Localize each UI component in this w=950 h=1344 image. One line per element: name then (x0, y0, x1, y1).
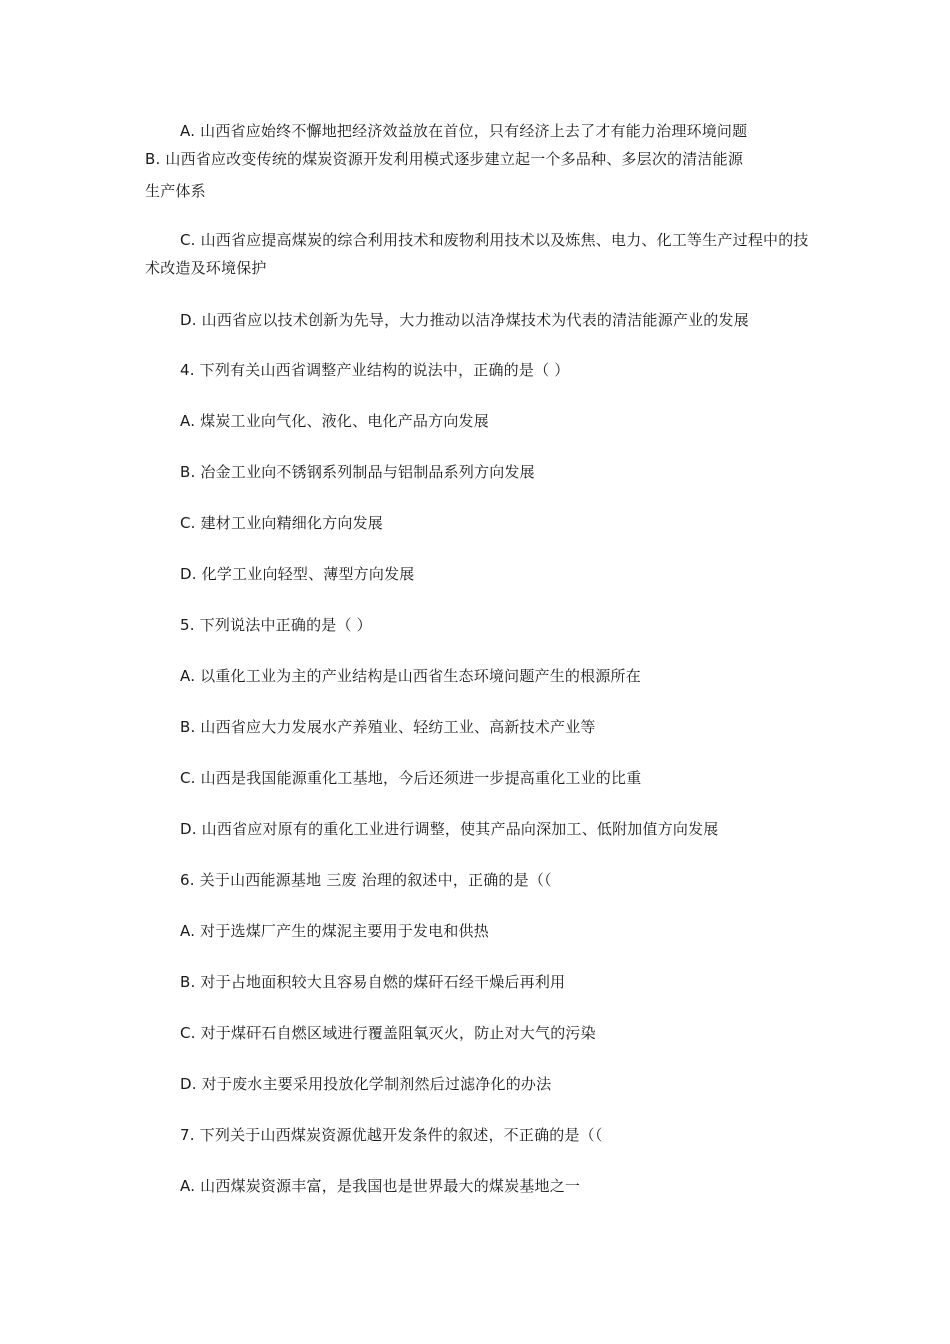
option-3d: D. 山西省应以技术创新为先导，大力推动以洁净煤技术为代表的清洁能源产业的发展 (180, 311, 749, 329)
option-3b: B. 山西省应改变传统的煤炭资源开发利用模式逐步建立起一个多品种、多层次的清洁能源 (145, 150, 744, 168)
option-3a: A. 山西省应始终不懈地把经济效益放在首位，只有经济上去了才有能力治理环境问题 (180, 122, 748, 140)
question-4: 4. 下列有关山西省调整产业结构的说法中，正确的是（ ） (180, 361, 570, 379)
question-5: 5. 下列说法中正确的是（ ） (180, 616, 372, 634)
option-6c: C. 对于煤矸石自燃区域进行覆盖阻氧灭火，防止对大气的污染 (180, 1024, 596, 1042)
option-4d: D. 化学工业向轻型、薄型方向发展 (180, 565, 415, 583)
question-7: 7. 下列关于山西煤炭资源优越开发条件的叙述，不正确的是（（ (180, 1126, 603, 1144)
option-5d: D. 山西省应对原有的重化工业进行调整，使其产品向深加工、低附加值方向发展 (180, 820, 719, 838)
option-5c: C. 山西是我国能源重化工基地，今后还须进一步提高重化工业的比重 (180, 769, 642, 787)
option-4c: C. 建材工业向精细化方向发展 (180, 514, 384, 532)
option-6d: D. 对于废水主要采用投放化学制剂然后过滤净化的办法 (180, 1075, 552, 1093)
option-3b-continued: 生产体系 (145, 182, 206, 200)
option-6a: A. 对于选煤厂产生的煤泥主要用于发电和供热 (180, 922, 489, 940)
option-4b: B. 冶金工业向不锈钢系列制品与铝制品系列方向发展 (180, 463, 535, 481)
question-6: 6. 关于山西能源基地 三废 治理的叙述中，正确的是（（ (180, 871, 552, 889)
option-7a: A. 山西煤炭资源丰富，是我国也是世界最大的煤炭基地之一 (180, 1177, 581, 1195)
option-6b: B. 对于占地面积较大且容易自燃的煤矸石经干燥后再利用 (180, 973, 566, 991)
option-5a: A. 以重化工业为主的产业结构是山西省生态环境问题产生的根源所在 (180, 667, 641, 685)
option-3c: C. 山西省应提高煤炭的综合利用技术和废物利用技术以及炼焦、电力、化工等生产过程中的技术改造及环境保护 (145, 231, 809, 277)
option-4a: A. 煤炭工业向气化、液化、电化产品方向发展 (180, 412, 489, 430)
option-5b: B. 山西省应大力发展水产养殖业、轻纺工业、高新技术产业等 (180, 718, 596, 736)
